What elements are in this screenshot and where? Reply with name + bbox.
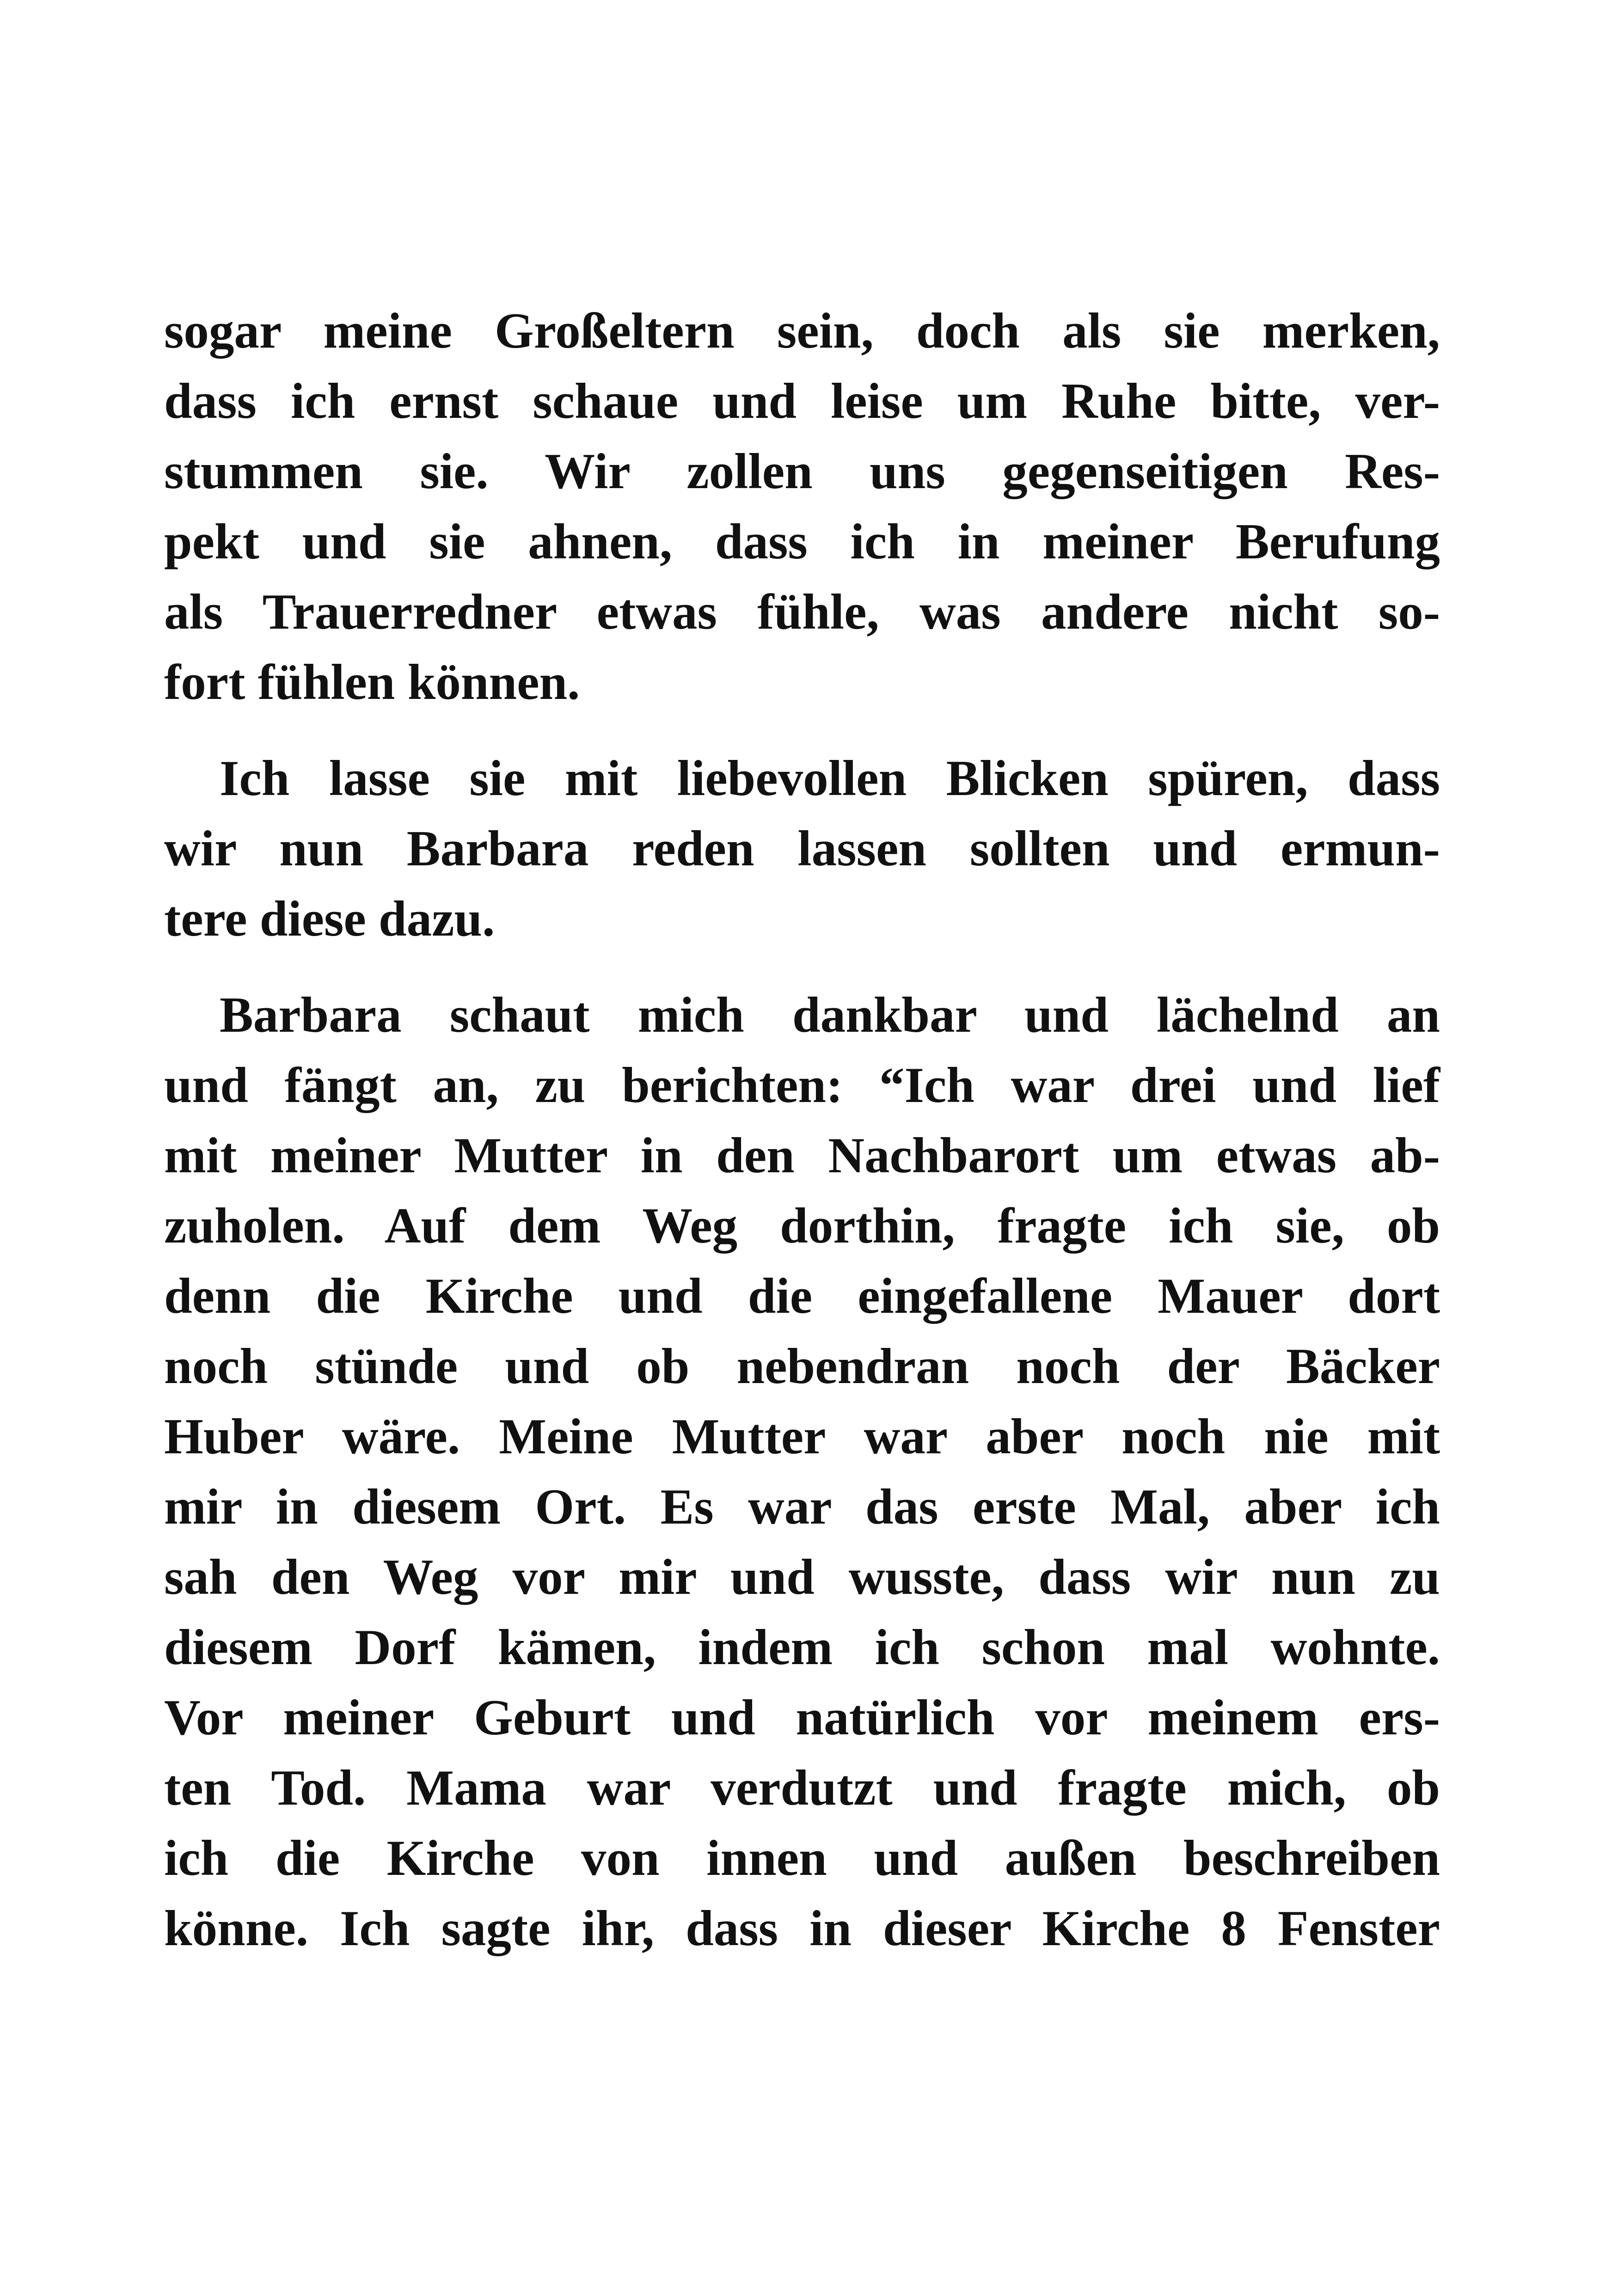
text-line: sogar meine Großeltern sein, doch als sie merken, (164, 303, 1440, 359)
text-line: ich die Kirche von innen und außen beschreiben (164, 1830, 1440, 1886)
text-line: mit meiner Mutter in den Nachbarort um etwas ab- (164, 1127, 1440, 1183)
paragraph-2 (164, 743, 1440, 954)
text-line: fort fühlen können. (164, 654, 580, 710)
text-line: und fängt an, zu berichten: “Ich war drei und lief (164, 1057, 1440, 1113)
text-line: noch stünde und ob nebendran noch der Bäcker (164, 1338, 1440, 1394)
text-line: dass ich ernst schaue und leise um Ruhe bitte, ver- (164, 373, 1440, 429)
text-line: könne. Ich sagte ihr, dass in dieser Kirche 8 Fenster (164, 1900, 1440, 1956)
text-line: pekt und sie ahnen, dass ich in meiner Berufung (164, 514, 1440, 569)
text-line: tere diese dazu. (164, 891, 495, 947)
text-line: wir nun Barbara reden lassen sollten und ermun- (164, 820, 1440, 876)
text-line: ten Tod. Mama war verdutzt und fragte mich, ob (164, 1760, 1440, 1816)
paragraph-1 (164, 296, 1440, 717)
text-line: zuholen. Auf dem Weg dorthin, fragte ich sie, ob (164, 1198, 1440, 1254)
text-line: stummen sie. Wir zollen uns gegenseitigen Res- (164, 443, 1440, 499)
paragraph-3 (164, 980, 1440, 1964)
text-line: Huber wäre. Meine Mutter war aber noch nie mit (164, 1408, 1440, 1464)
text-line: mir in diesem Ort. Es war das erste Mal, aber ich (164, 1479, 1440, 1535)
text-line: sah den Weg vor mir und wusste, dass wir nun zu (164, 1549, 1440, 1605)
text-line: als Trauerredner etwas fühle, was andere nicht so- (164, 584, 1440, 640)
text-line: Barbara schaut mich dankbar und lächelnd an (220, 987, 1440, 1043)
page-text (164, 296, 1440, 1964)
text-line: Ich lasse sie mit liebevollen Blicken spüren, dass (220, 750, 1440, 806)
text-line: diesem Dorf kämen, indem ich schon mal wohnte. (164, 1619, 1440, 1675)
text-line: denn die Kirche und die eingefallene Mauer dort (164, 1268, 1440, 1324)
text-line: Vor meiner Geburt und natürlich vor meinem ers- (164, 1690, 1440, 1745)
